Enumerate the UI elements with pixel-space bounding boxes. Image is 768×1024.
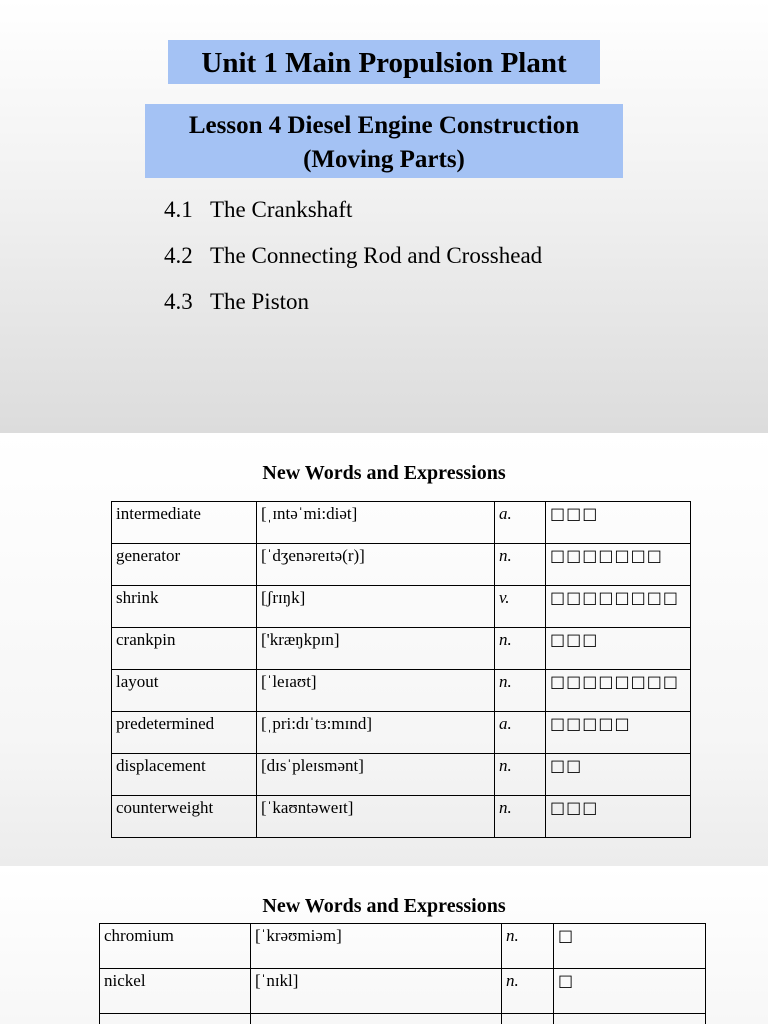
meaning-cell: □□□□□□□□ bbox=[546, 586, 691, 628]
toc-item bbox=[164, 289, 309, 315]
table-row bbox=[112, 628, 691, 670]
toc-item-text: The Piston bbox=[210, 289, 310, 314]
table-row bbox=[112, 544, 691, 586]
part-of-speech-cell: a. bbox=[495, 712, 546, 754]
meaning-cell: □□□ bbox=[546, 502, 691, 544]
part-of-speech-cell bbox=[502, 1014, 554, 1024]
phonetic-cell bbox=[251, 1014, 502, 1024]
word-cell: crankpin bbox=[112, 628, 257, 670]
phonetic-cell: [ˈkaʊntəweɪt] bbox=[257, 796, 495, 838]
phonetic-cell: [ˈdʒenəreɪtə(r)] bbox=[257, 544, 495, 586]
phonetic-cell: [ʃrɪŋk] bbox=[257, 586, 495, 628]
vocabulary-heading: New Words and Expressions bbox=[262, 895, 506, 917]
meaning-cell: □ bbox=[554, 969, 706, 1014]
meaning-cell bbox=[554, 1014, 706, 1024]
vocabulary-slide-1 bbox=[0, 433, 768, 866]
toc-item bbox=[164, 243, 542, 269]
part-of-speech-cell: n. bbox=[502, 969, 554, 1014]
toc-item bbox=[164, 197, 352, 223]
word-cell: generator bbox=[112, 544, 257, 586]
part-of-speech-cell: n. bbox=[495, 796, 546, 838]
word-cell: shrink bbox=[112, 586, 257, 628]
phonetic-cell: [dɪsˈpleɪsmənt] bbox=[257, 754, 495, 796]
meaning-cell: □□□ bbox=[546, 628, 691, 670]
word-cell: predetermined bbox=[112, 712, 257, 754]
meaning-cell: □□□□□□□ bbox=[546, 544, 691, 586]
word-cell: layout bbox=[112, 670, 257, 712]
meaning-cell: □□□□□ bbox=[546, 712, 691, 754]
table-row bbox=[100, 969, 706, 1014]
phonetic-cell: [ˌɪntəˈmi:diət] bbox=[257, 502, 495, 544]
part-of-speech-cell: a. bbox=[495, 502, 546, 544]
part-of-speech-cell: n. bbox=[502, 924, 554, 969]
lesson-title-line-1: Lesson 4 Diesel Engine Construction bbox=[188, 112, 580, 139]
part-of-speech-cell: n. bbox=[495, 628, 546, 670]
table-row bbox=[112, 712, 691, 754]
phonetic-cell: [ˌpri:dɪˈtɜ:mɪnd] bbox=[257, 712, 495, 754]
part-of-speech-cell: n. bbox=[495, 754, 546, 796]
toc-item-number: 4.1 bbox=[164, 197, 193, 222]
vocabulary-table bbox=[99, 923, 706, 1024]
word-cell: counterweight bbox=[112, 796, 257, 838]
phonetic-cell: [ˈleɪaʊt] bbox=[257, 670, 495, 712]
meaning-cell: □□□□□□□□ bbox=[546, 670, 691, 712]
vocabulary-heading: New Words and Expressions bbox=[262, 462, 506, 484]
word-cell: chromium bbox=[100, 924, 251, 969]
word-cell: intermediate bbox=[112, 502, 257, 544]
lesson-title bbox=[145, 104, 623, 178]
vocabulary-table bbox=[111, 501, 691, 838]
toc-item-text: The Connecting Rod and Crosshead bbox=[210, 243, 543, 268]
unit-title: Unit 1 Main Propulsion Plant bbox=[168, 40, 600, 84]
lesson-title-line-2: (Moving Parts) bbox=[303, 146, 465, 173]
phonetic-cell: [ˈnɪkl] bbox=[251, 969, 502, 1014]
toc-item-number: 4.3 bbox=[164, 289, 193, 314]
phonetic-cell: ['kræŋkpɪn] bbox=[257, 628, 495, 670]
vocabulary-slide-2 bbox=[0, 866, 768, 1024]
part-of-speech-cell: n. bbox=[495, 670, 546, 712]
table-row bbox=[100, 1014, 706, 1024]
table-row bbox=[112, 796, 691, 838]
table-row bbox=[112, 754, 691, 796]
word-cell: displacement bbox=[112, 754, 257, 796]
part-of-speech-cell: n. bbox=[495, 544, 546, 586]
toc-item-text: The Crankshaft bbox=[210, 197, 353, 222]
part-of-speech-cell: v. bbox=[495, 586, 546, 628]
title-slide bbox=[0, 0, 768, 433]
table-row bbox=[112, 586, 691, 628]
meaning-cell: □□ bbox=[546, 754, 691, 796]
table-row bbox=[112, 670, 691, 712]
toc-item-number: 4.2 bbox=[164, 243, 193, 268]
word-cell bbox=[100, 1014, 251, 1024]
word-cell: nickel bbox=[100, 969, 251, 1014]
meaning-cell: □□□ bbox=[546, 796, 691, 838]
meaning-cell: □ bbox=[554, 924, 706, 969]
table-row bbox=[100, 924, 706, 969]
table-row bbox=[112, 502, 691, 544]
phonetic-cell: [ˈkrəʊmiəm] bbox=[251, 924, 502, 969]
